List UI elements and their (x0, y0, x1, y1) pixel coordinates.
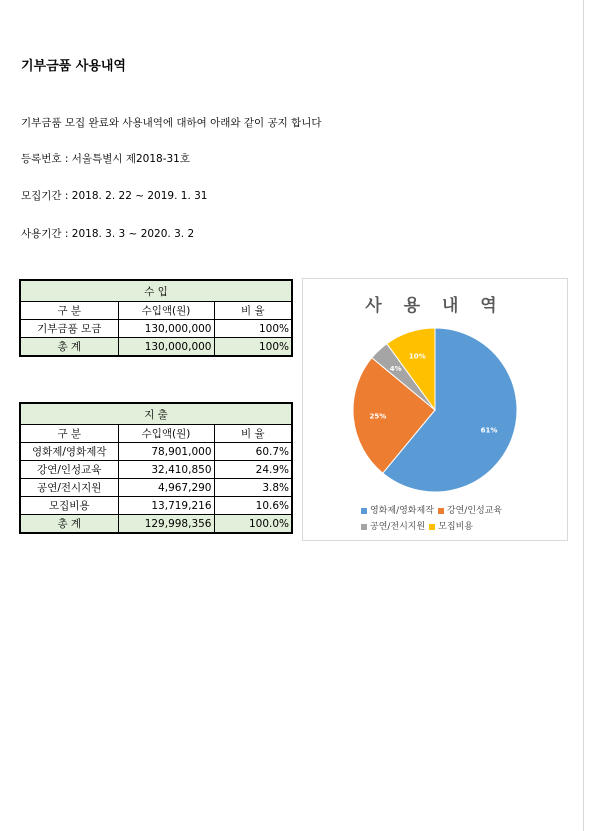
page-title: 기부금품 사용내역 (21, 59, 126, 74)
legend-entry (361, 503, 434, 519)
row-category: 공연/전시지원 (20, 479, 118, 497)
row-amount: 4,967,290 (118, 479, 214, 497)
column-header-category: 구 분 (20, 425, 118, 443)
row-category: 영화제/영화제작 (20, 443, 118, 461)
column-header-ratio: 비 율 (214, 425, 292, 443)
income-table-heading: 수 입 (20, 280, 292, 302)
table-row (20, 479, 292, 497)
column-header-ratio: 비 율 (214, 302, 292, 320)
expense-table-heading: 지 출 (20, 403, 292, 425)
legend-swatch (361, 524, 367, 530)
collection-period: 모집기간 : 2018. 2. 22 ~ 2019. 1. 31 (21, 190, 208, 202)
table-row (20, 461, 292, 479)
column-header-category: 구 분 (20, 302, 118, 320)
data-label: 25% (369, 412, 387, 421)
notice-text: 기부금품 모집 완료와 사용내역에 대하여 아래와 같이 공지 합니다 (21, 117, 322, 129)
usage-period: 사용기간 : 2018. 3. 3 ~ 2020. 3. 2 (21, 228, 195, 240)
total-amount: 129,998,356 (118, 515, 214, 534)
table-row (20, 497, 292, 515)
row-amount: 78,901,000 (118, 443, 214, 461)
page-edge (583, 0, 584, 831)
data-label: 10% (408, 352, 426, 361)
legend-entry (429, 519, 473, 535)
total-ratio: 100% (214, 338, 292, 357)
chart-title: 사 용 내 역 (365, 296, 505, 316)
pie-chart-canvas (303, 279, 567, 499)
data-label: 4% (389, 365, 402, 374)
legend-label: 공연/전시지원 (370, 522, 426, 532)
legend-swatch (361, 508, 367, 514)
expense-table (19, 402, 293, 534)
legend-label: 모집비용 (438, 522, 473, 532)
legend-entry (361, 519, 425, 535)
row-ratio: 10.6% (214, 497, 292, 515)
total-row (20, 338, 292, 357)
row-amount: 32,410,850 (118, 461, 214, 479)
total-ratio: 100.0% (214, 515, 292, 534)
row-ratio: 60.7% (214, 443, 292, 461)
row-amount: 130,000,000 (118, 320, 214, 338)
row-category: 기부금품 모금 (20, 320, 118, 338)
row-ratio: 24.9% (214, 461, 292, 479)
income-table (19, 279, 293, 357)
legend-entry (438, 503, 502, 519)
row-category: 모집비용 (20, 497, 118, 515)
row-ratio: 100% (214, 320, 292, 338)
registration-number: 등록번호 : 서울특별시 제2018-31호 (21, 153, 190, 165)
total-row (20, 515, 292, 534)
column-header-amount: 수입액(원) (118, 425, 214, 443)
row-amount: 13,719,216 (118, 497, 214, 515)
total-label: 총 계 (20, 515, 118, 534)
chart-legend (361, 503, 551, 535)
column-header-amount: 수입액(원) (118, 302, 214, 320)
table-row (20, 320, 292, 338)
total-amount: 130,000,000 (118, 338, 214, 357)
legend-label: 영화제/영화제작 (370, 506, 434, 516)
row-ratio: 3.8% (214, 479, 292, 497)
legend-swatch (429, 524, 435, 530)
data-label: 61% (480, 426, 498, 435)
table-row (20, 443, 292, 461)
row-category: 강연/인성교육 (20, 461, 118, 479)
total-label: 총 계 (20, 338, 118, 357)
legend-label: 강연/인성교육 (446, 506, 503, 516)
pie-chart (302, 278, 568, 541)
legend-swatch (438, 508, 444, 514)
